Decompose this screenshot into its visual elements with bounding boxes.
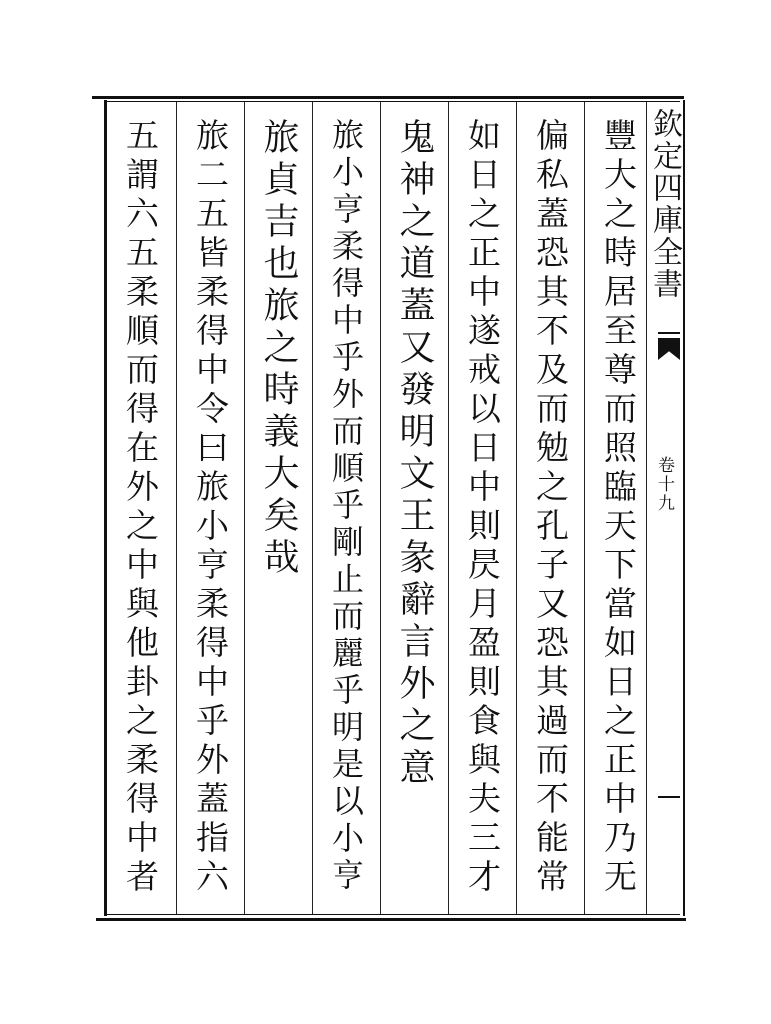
- column-divider: [176, 102, 177, 914]
- column-divider: [516, 102, 517, 914]
- column-divider: [380, 102, 381, 914]
- top-inner-rule: [104, 101, 680, 102]
- text-column-5: 旅小亨柔得中乎外而順乎剛止而麗乎明是以小亨: [327, 118, 365, 895]
- column-divider: [244, 102, 245, 914]
- text-column-8: 五謂六五柔順而得在外之中與他卦之柔得中者: [121, 118, 160, 898]
- fish-tail-line: [658, 332, 680, 334]
- margin-tick: [658, 796, 680, 798]
- margin-title: 欽定四庫全書: [647, 108, 682, 300]
- bottom-inner-rule: [104, 914, 680, 915]
- text-column-4: 鬼神之道蓋又發明文王彖辭言外之意: [394, 118, 435, 790]
- text-column-1: 豐大之時居至尊而照臨天下當如日之正中乃无: [599, 118, 638, 898]
- top-border-rule: [92, 96, 684, 99]
- column-divider: [584, 102, 585, 914]
- margin-juan-number: 卷十九: [654, 456, 674, 513]
- bottom-border-rule: [96, 918, 686, 921]
- text-column-2: 偏私蓋恐其不及而勉之孔子又恐其過而不能常: [531, 118, 570, 898]
- column-divider: [312, 102, 313, 914]
- text-column-7: 旅二五皆柔得中令曰旅小亨柔得中乎外蓋指六: [191, 118, 230, 898]
- text-column-3: 如日之正中遂戒以日中則昃月盈則食與夫三才: [463, 118, 502, 898]
- text-column-6: 旅貞吉也旅之時義大矣哉: [258, 118, 299, 580]
- column-divider: [448, 102, 449, 914]
